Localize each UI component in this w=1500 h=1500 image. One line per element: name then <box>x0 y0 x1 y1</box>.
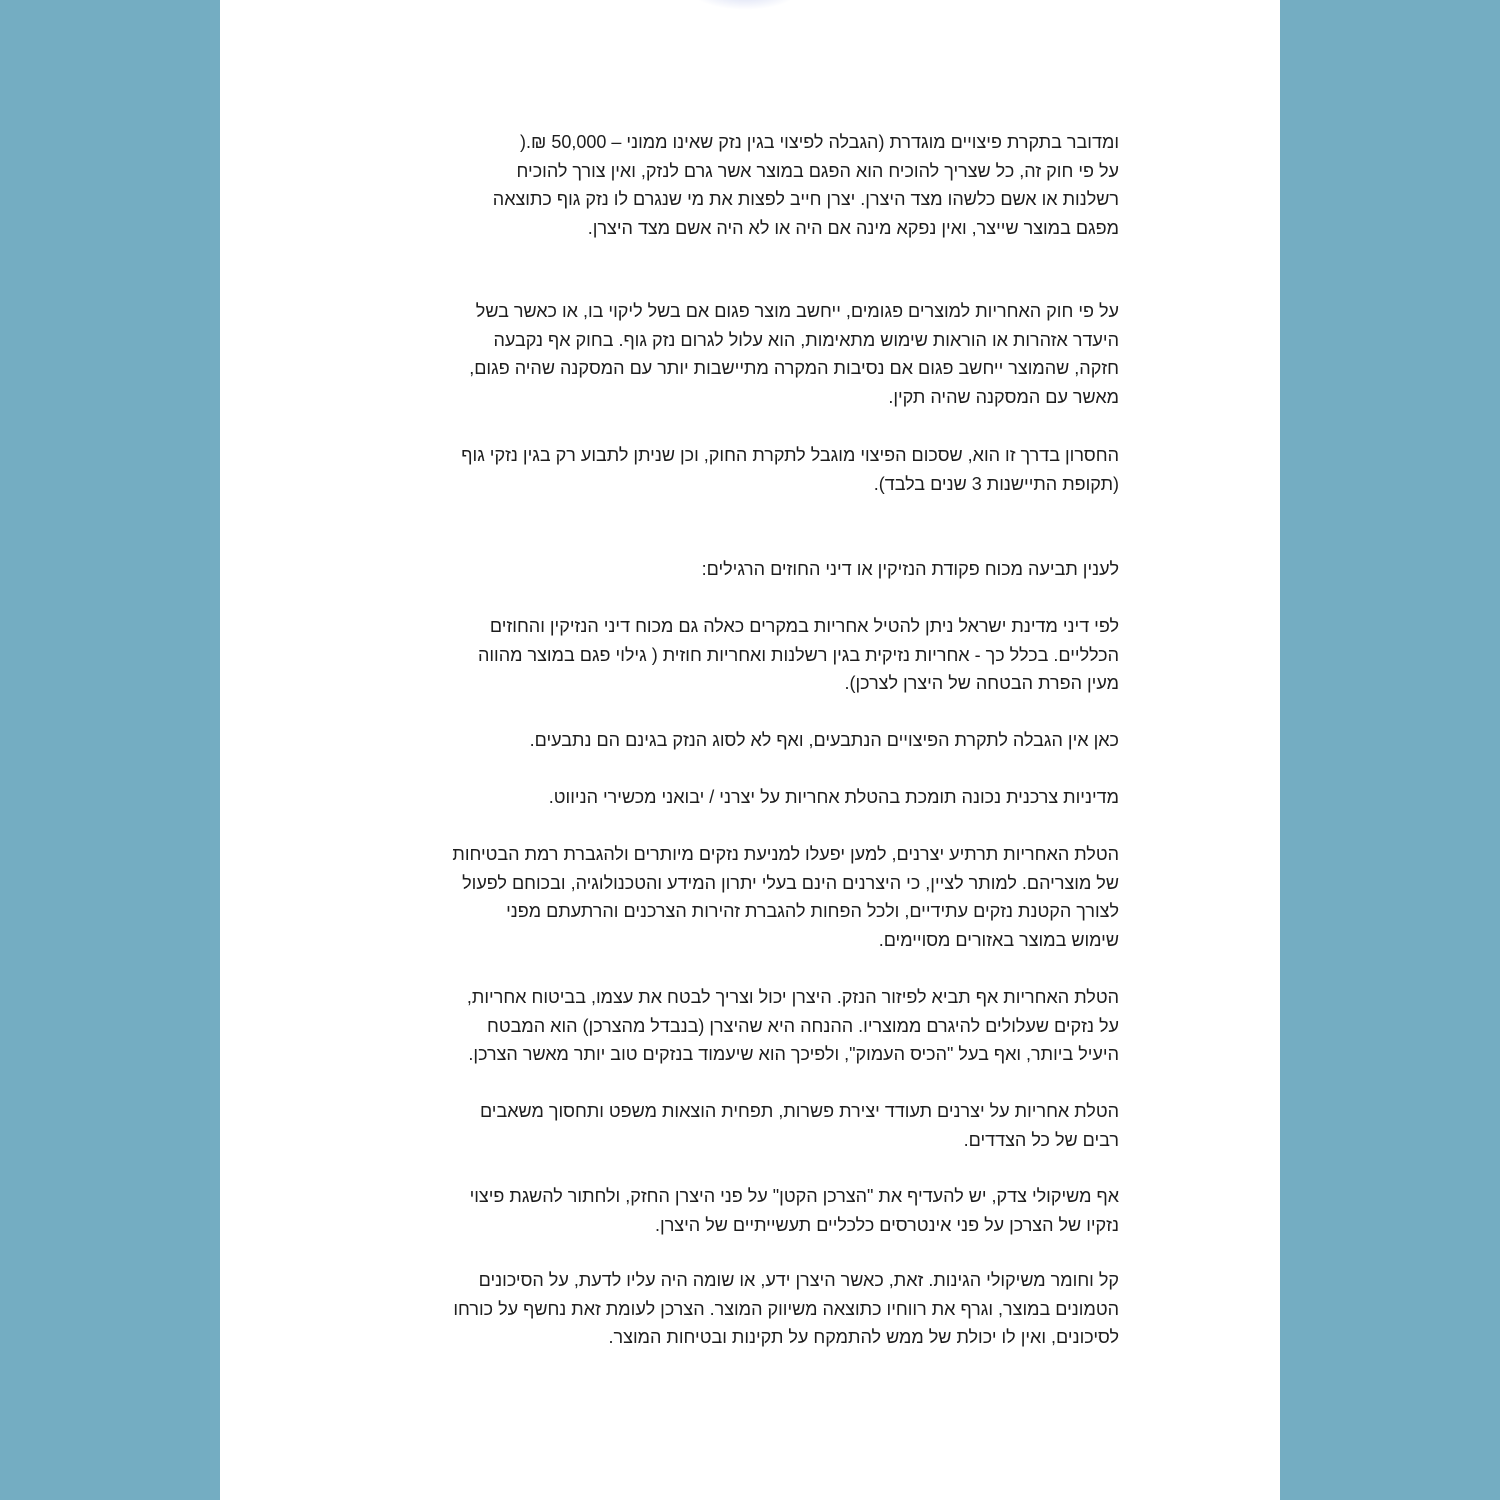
paragraph <box>359 612 1119 698</box>
paragraph <box>359 297 1119 412</box>
paragraph-line: על פי חוק זה, כל שצריך להוכיח הוא הפגם במוצר אשר גרם לנזק, ואין צורך להוכיח <box>516 160 1119 181</box>
paragraph-line: לענין תביעה מכוח פקודת הנזיקין או דיני החוזים הרגילים: <box>701 559 1119 579</box>
paragraph-line: הטמונים במוצר, וגרף את רווחיו כתוצאה משיווק המוצר. הצרכן לעומת זאת נחשף על כורחו <box>453 1298 1119 1319</box>
paragraph-line: על פי חוק האחריות למוצרים פגומים, ייחשב מוצר פגום אם בשל ליקוי בו, או כאשר בשל <box>475 301 1119 321</box>
paragraph-line: נזקיו של הצרכן על פני אינטרסים כלכליים תעשייתיים של היצרן. <box>655 1214 1119 1235</box>
paragraph-line: לפי דיני מדינת ישראל ניתן להטיל אחריות במקרים כאלה גם מכוח דיני הנזיקין והחוזים <box>489 616 1119 636</box>
paragraph-line: על נזקים שעלולים להיגרם ממוצריו. ההנחה היא שהיצרן (בנבדל מהצרכן) הוא המבטח <box>487 1015 1119 1036</box>
paragraph <box>359 840 1119 955</box>
paragraph-line: שימוש במוצר באזורים מסויימים. <box>878 930 1119 951</box>
paragraph-line: רשלנות או אשם כלשהו מצד היצרן. יצרן חייב לפצות את מי שנגרם לו נזק גוף כתוצאה <box>492 189 1119 210</box>
paragraph-line: היעדר אזהרות או הוראות שימוש מתאימות, הוא עלול לגרום נזק גוף. בחוק אף נקבעה <box>493 329 1119 350</box>
paragraph-line: הטלת האחריות תרתיע יצרנים, למען יפעלו למניעת נזקים מיותרים ולהגברת רמת הבטיחות <box>452 844 1119 864</box>
paragraph <box>359 441 1119 498</box>
paragraph <box>359 783 1119 812</box>
paragraph-line: חזקה, שהמוצר ייחשב פגום אם נסיבות המקרה מתיישבות יותר עם המסקנה שהיה פגום, <box>469 358 1119 379</box>
paragraph-line: מעין הפרת הבטחה של היצרן לצרכן). <box>844 673 1119 694</box>
paragraph-line: כאן אין הגבלה לתקרת הפיצויים הנתבעים, ואף לא לסוג הנזק בגינם הם נתבעים. <box>529 730 1119 750</box>
paragraph <box>359 128 1119 243</box>
paragraph <box>359 983 1119 1069</box>
paragraph <box>359 726 1119 755</box>
paragraph-line: החסרון בדרך זו הוא, שסכום הפיצוי מוגבל לתקרת החוק, וכן שניתן לתבוע רק בגין נזקי גוף <box>461 445 1119 465</box>
paragraph-line: ומדובר בתקרת פיצויים מוגדרת (הגבלה לפיצוי בגין נזק שאינו ממוני – 50,000 ₪.( <box>520 132 1119 152</box>
paragraph-line: קל וחומר משיקולי הגינות. זאת, כאשר היצרן ידע, או שומה היה עליו לדעת, על הסיכונים <box>478 1270 1119 1290</box>
paragraph <box>359 1097 1119 1154</box>
paragraph <box>359 555 1119 584</box>
paragraph-line: מאשר עם המסקנה שהיה תקין. <box>888 387 1119 408</box>
paragraph <box>359 1182 1119 1239</box>
paragraph-line: מפגם במוצר שייצר, ואין נפקא מינה אם היה או לא היה אשם מצד היצרן. <box>587 218 1119 239</box>
paragraph <box>359 1266 1119 1352</box>
paragraph-line: אף משיקולי צדק, יש להעדיף את "הצרכן הקטן" על פני היצרן החזק, ולחתור להשגת פיצוי <box>469 1186 1119 1206</box>
paragraph-line: היעיל ביותר, ואף בעל "הכיס העמוק", ולפיכך הוא שיעמוד בנזקים טוב יותר מאשר הצרכן. <box>468 1044 1119 1065</box>
paragraph-line: לצורך הקטנת נזקים עתידיים, ולכל הפחות להגברת זהירות הצרכנים והרתעתם מפני <box>506 901 1119 922</box>
paragraph-line: מדיניות צרכנית נכונה תומכת בהטלת אחריות על יצרני / יבואני מכשירי הניווט. <box>548 787 1119 807</box>
paragraph-line: לסיכונים, ואין לו יכולת של ממש להתמקח על תקינות ובטיחות המוצר. <box>608 1327 1119 1348</box>
paragraph-line: של מוצריהם. למותר לציין, כי היצרנים הינם בעלי יתרון המידע והטכנולוגיה, ובכוחם לפעול <box>462 872 1119 893</box>
paragraph-line: רבים של כל הצדדים. <box>963 1129 1119 1150</box>
paragraph-line: הכלליים. בכלל כך - אחריות נזיקית בגין רשלנות ואחריות חוזית ( גילוי פגם במוצר מהווה <box>477 644 1119 665</box>
paragraph-line: הטלת אחריות על יצרנים תעודד יצירת פשרות, תפחית הוצאות משפט ותחסוך משאבים <box>479 1101 1119 1121</box>
scan-smudge <box>690 0 800 10</box>
paragraph-line: (תקופת התיישנות 3 שנים בלבד). <box>873 473 1119 494</box>
paragraph-line: הטלת האחריות אף תביא לפיזור הנזק. היצרן יכול וצריך לבטח את עצמו, בביטוח אחריות, <box>466 987 1119 1007</box>
